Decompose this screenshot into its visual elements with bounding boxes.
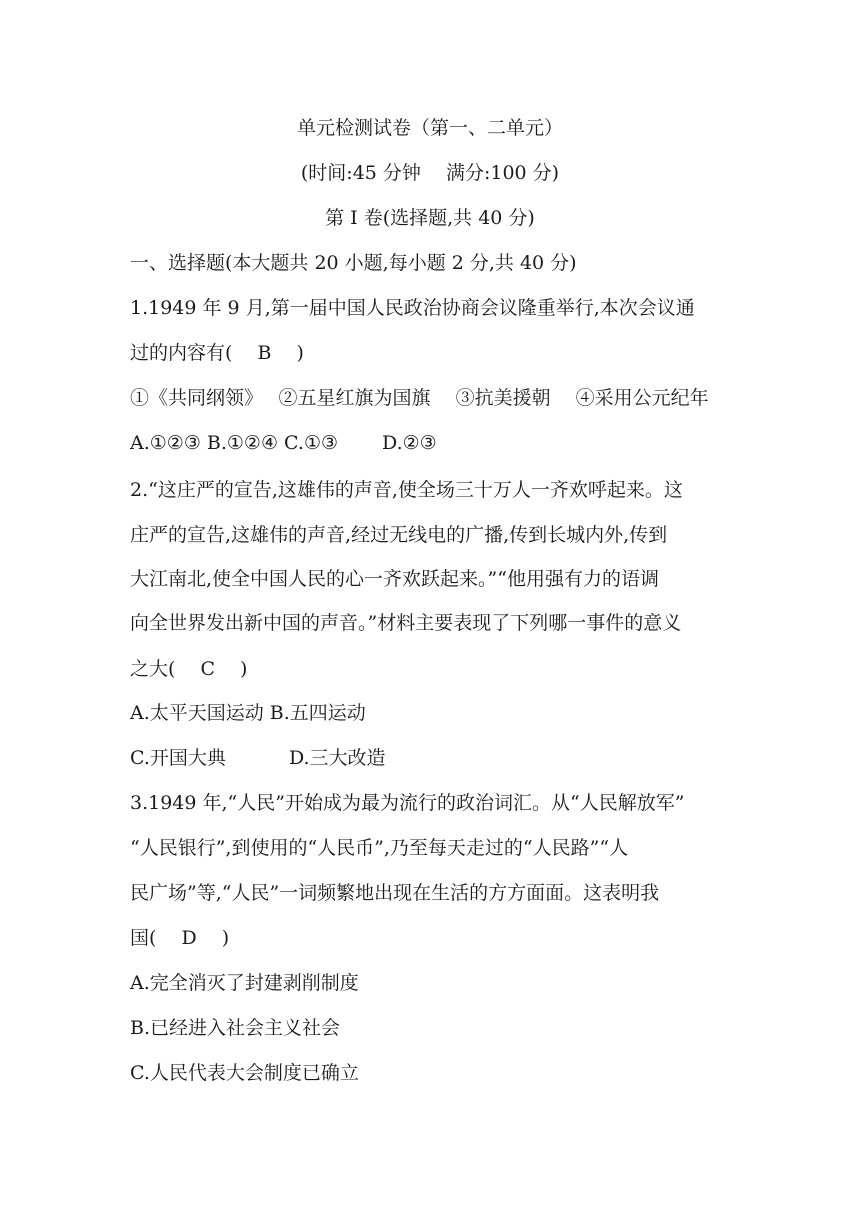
section-heading: 一、选择题(本大题共 20 小题,每小题 2 分,共 40 分) [130,252,577,274]
question-2-line-4: 向全世界发出新中国的声音。”材料主要表现了下列哪一事件的意义 [130,612,682,634]
question-2-line-5: 之大( C ) [130,658,248,680]
question-3-option-a: A.完全消灭了封建剥削制度 [130,972,359,994]
question-1-options: A.①②③ B.①②④ C.①③ D.②③ [130,432,437,454]
question-3-line-1: 3.1949 年,“人民”开始成为最为流行的政治词汇。从“人民解放军” [130,792,685,814]
question-2-line-2: 庄严的宣告,这雄伟的声音,经过无线电的广播,传到长城内外,传到 [130,524,668,546]
section-title: 第 I 卷(选择题,共 40 分) [325,207,535,229]
exam-title: 单元检测试卷（第一、二单元） [296,117,563,139]
question-1-line-2: 过的内容有( B ) [130,342,304,364]
question-3-option-c: C.人民代表大会制度已确立 [130,1062,359,1084]
question-3-line-2: “人民银行”,到使用的“人民币”,乃至每天走过的“人民路”“人 [130,837,629,859]
question-1-items: ①《共同纲领》 ②五星红旗为国旗 ③抗美援朝 ④采用公元纪年 [130,387,709,409]
question-2-line-3: 大江南北,使全中国人民的心一齐欢跃起来。”“他用强有力的语调 [130,568,659,590]
question-3-line-3: 民广场”等,“人民”一词频繁地出现在生活的方方面面。这表明我 [130,882,660,904]
question-2-option-row-1: A.太平天国运动 B.五四运动 [130,702,366,724]
question-3-line-4: 国( D ) [130,927,230,949]
question-2-option-row-2: C.开国大典 D.三大改造 [130,747,386,769]
time-info: (时间:45 分钟 满分:100 分) [300,162,560,184]
question-1-line-1: 1.1949 年 9 月,第一届中国人民政治协商会议隆重举行,本次会议通 [130,297,695,319]
question-2-line-1: 2.“这庄严的宣告,这雄伟的声音,使全场三十万人一齐欢呼起来。这 [130,479,683,501]
question-3-option-b: B.已经进入社会主义社会 [130,1017,341,1039]
